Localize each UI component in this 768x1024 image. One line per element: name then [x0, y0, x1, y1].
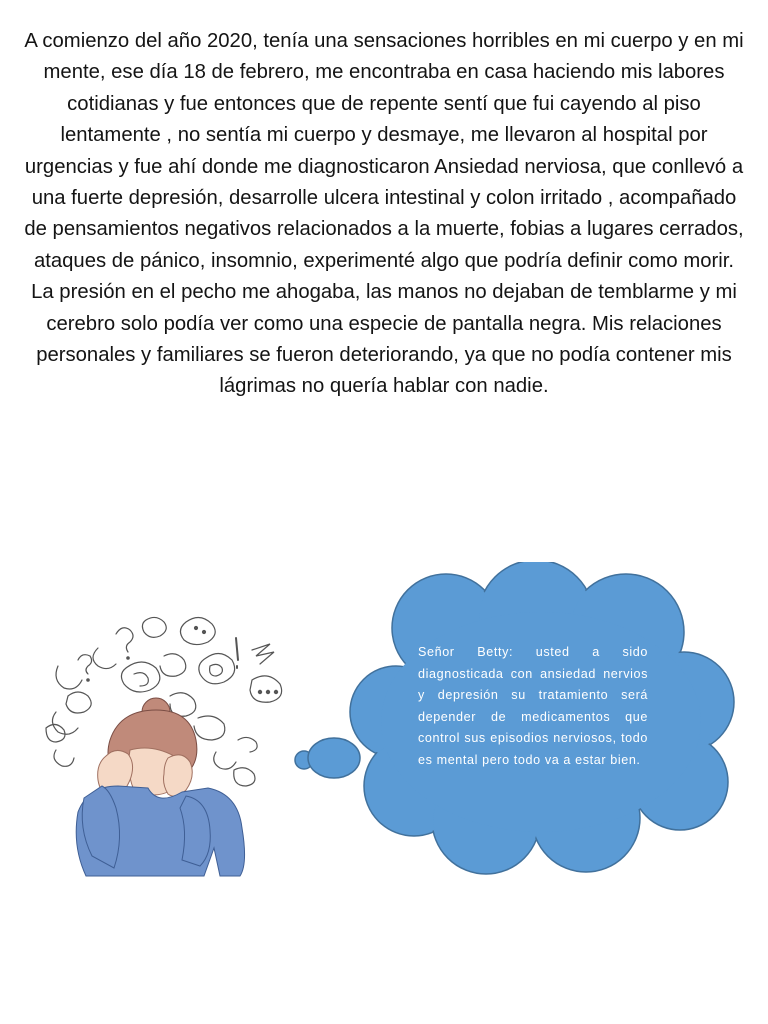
story-paragraph: A comienzo del año 2020, tenía una sensaciones horribles en mi cuerpo y en mi mente, ese día 18 de febrero, me encontraba en casa haciendo mis labores cotidianas y fue entonces que de repente sentí que fui cayendo al piso lentamente , no sentía mi cuerpo y desmaye, me llevaron al hospital por urgencias y fue ahí donde me diagnosticaron Ansiedad nerviosa, que conllevó a una fuerte depresión, desarrolle ulcera intestinal y colon irritado , acompañado de pensamientos negativos relacionados a la muerte, fobias a lugares cerrados, ataques de pánico, insomnio, experimenté algo que podría definir como morir. La presión en el pecho me ahogaba, las manos no dejaban de temblarme y mi cerebro solo podía ver como una especie de pantalla negra. Mis relaciones personales y familiares se fueron deteriorando, ya que no podía contener mis lágrimas no quería hablar con nadie. — [24, 30, 744, 398]
thought-bubble — [286, 562, 746, 882]
anxious-woman-illustration — [38, 600, 288, 880]
medium-trail-bubble — [308, 738, 360, 778]
diagnosis-message: Señor Betty: usted a sido diagnosticada con ansiedad nervios y depresión su tratamiento será depender de medicamentos que control sus episodios nerviosos, todo es mental pero todo va a estar bien. — [418, 645, 648, 767]
right-hand — [164, 755, 193, 796]
